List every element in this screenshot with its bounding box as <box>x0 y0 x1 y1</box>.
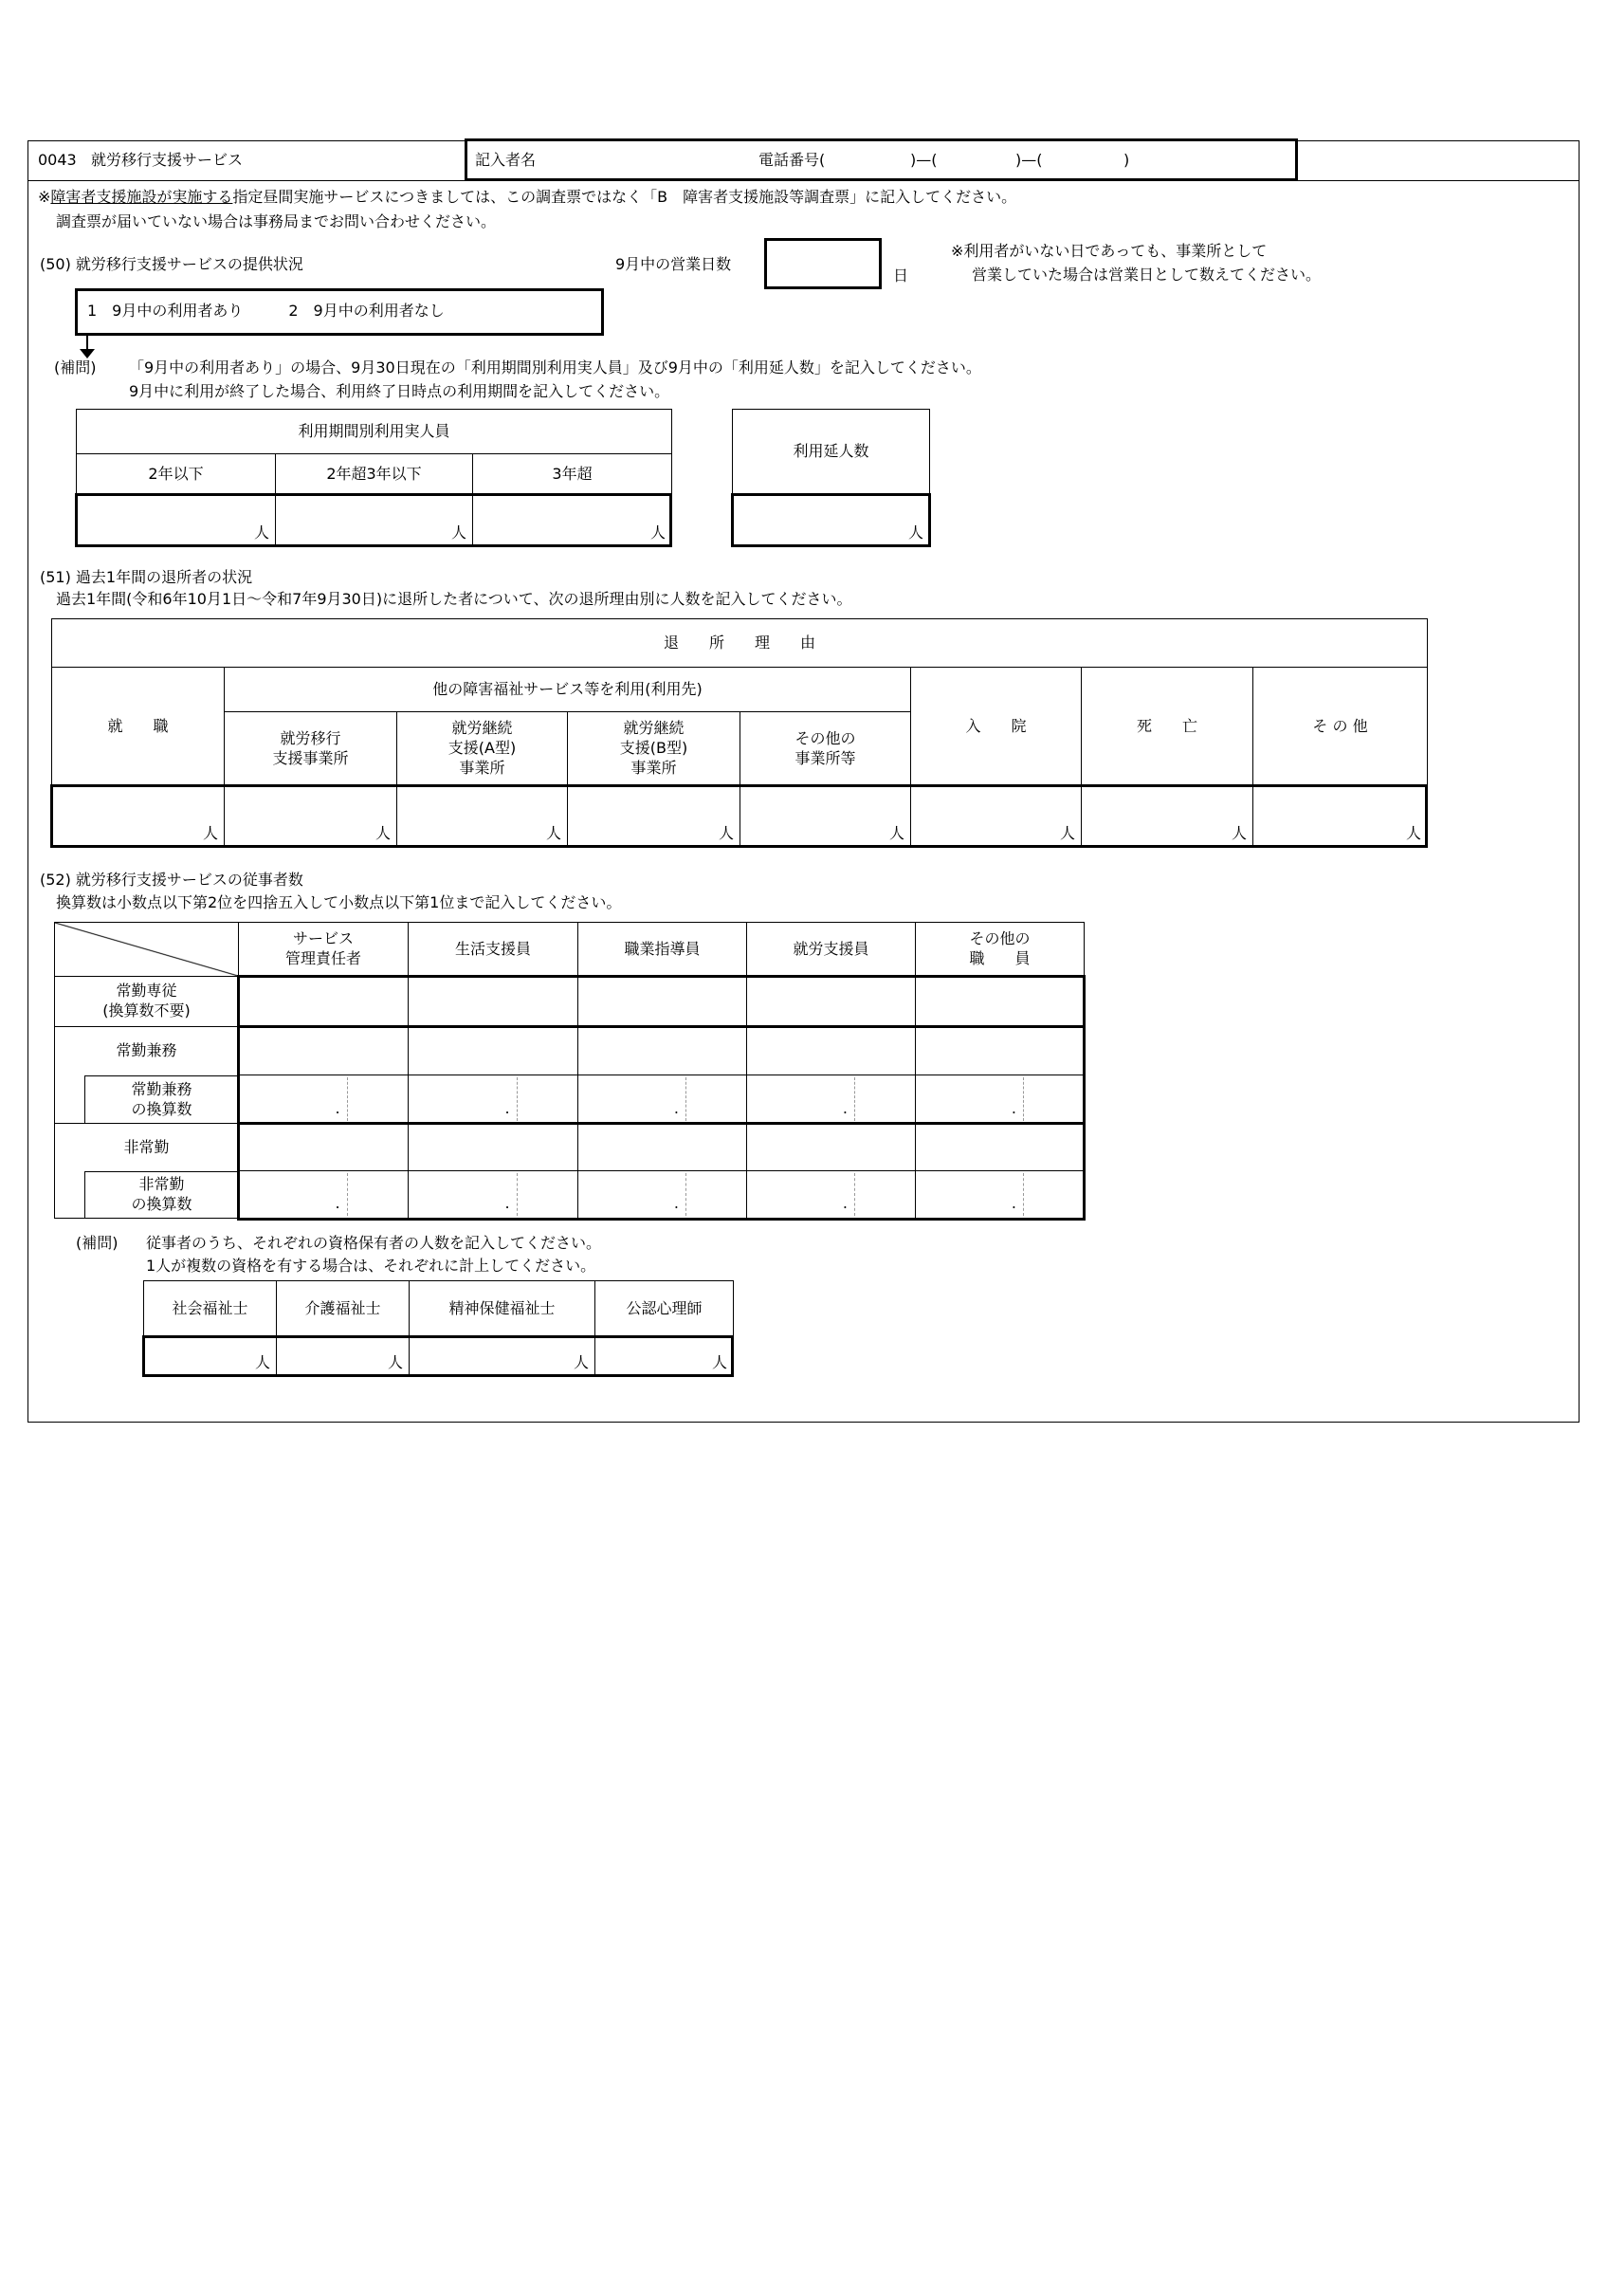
staff-input[interactable] <box>409 1124 578 1171</box>
unit-label: 人 <box>450 523 466 542</box>
staff-input[interactable] <box>409 977 578 1027</box>
staff-input[interactable] <box>747 977 916 1027</box>
staff-input[interactable] <box>916 1124 1085 1171</box>
reason-sub-1: 就労継続 支援(A型) 事業所 <box>397 712 568 786</box>
writer-name-label: 記入者名 <box>475 151 537 169</box>
staff-fte-input[interactable] <box>409 1171 578 1219</box>
discharge-input-type-a[interactable] <box>397 786 568 847</box>
decimal-point: . <box>504 1099 510 1118</box>
notice-underlined: 障害者支援施設が実施する <box>50 188 233 206</box>
staff-input[interactable] <box>239 977 409 1027</box>
staff-fte-input[interactable] <box>409 1075 578 1124</box>
survey-title: 就労移行支援サービス <box>91 151 244 169</box>
discharge-input-transition[interactable] <box>225 786 397 847</box>
decimal-point: . <box>1011 1099 1016 1118</box>
qualification-input-0[interactable] <box>144 1337 277 1376</box>
notice-line-2: 調査票が届いていない場合は事務局までお問い合わせください。 <box>56 212 497 230</box>
qualification-col-3: 公認心理師 <box>595 1281 734 1337</box>
user-status-choices[interactable]: 1 9月中の利用者あり 2 9月中の利用者なし <box>87 302 445 320</box>
unit-label: 人 <box>888 824 904 843</box>
row-fulltime-concurrent <box>55 1027 1085 1075</box>
phone-separator-1: )—( <box>910 151 938 169</box>
staff-fte-input[interactable] <box>239 1075 409 1124</box>
row-label-fulltime-dedicated: 常勤専従 (換算数不要) <box>55 977 239 1027</box>
staff-input[interactable] <box>239 1027 409 1075</box>
usage-period-table <box>76 409 672 546</box>
qualification-input-3[interactable] <box>595 1337 734 1376</box>
staff-input[interactable] <box>239 1124 409 1171</box>
discharge-input-type-b[interactable] <box>568 786 740 847</box>
discharge-input-hospital[interactable] <box>911 786 1082 847</box>
indent-spacer <box>55 1075 85 1124</box>
survey-code: 0043 <box>38 151 77 169</box>
phone-number-input[interactable] <box>1049 144 1121 176</box>
staff-fte-input[interactable] <box>239 1171 409 1219</box>
staff-fte-input[interactable] <box>747 1171 916 1219</box>
decimal-point: . <box>842 1099 848 1118</box>
staff-col-1: 生活支援員 <box>409 923 578 977</box>
q50-sub-line-1: 「9月中の利用者あり」の場合、9月30日現在の「利用期間別利用実人員」及び9月中の「利用延人数」を記入してください。 <box>129 358 981 377</box>
unit-label: 人 <box>1406 824 1422 843</box>
period-col-0: 2年以下 <box>77 454 276 495</box>
business-days-input[interactable] <box>764 238 882 289</box>
discharge-input-employment[interactable] <box>52 786 225 847</box>
corner-diagonal <box>55 923 239 977</box>
usage-period-header: 利用期間別利用実人員 <box>77 410 672 454</box>
reason-sub-2: 就労継続 支援(B型) 事業所 <box>568 712 740 786</box>
row-label-parttime: 非常勤 <box>55 1124 239 1171</box>
staff-input[interactable] <box>747 1124 916 1171</box>
business-days-note-1: ※利用者がいない日であっても、事業所として <box>951 242 1268 260</box>
unit-label: 人 <box>545 824 561 843</box>
period-input-1[interactable] <box>276 495 473 546</box>
staff-input[interactable] <box>409 1027 578 1075</box>
q51-instruction: 過去1年間(令和6年10月1日～令和7年9月30日)に退所した者について、次の退所理由別に人数を記入してください。 <box>56 590 852 608</box>
business-days-note-2: 営業していた場合は営業日として数えてください。 <box>972 266 1322 284</box>
q52-title: (52) 就労移行支援サービスの従事者数 <box>40 871 303 889</box>
q50-sub-label: (補問) <box>54 358 97 377</box>
phone-area-input[interactable] <box>834 144 908 176</box>
discharge-input-other[interactable] <box>1253 786 1428 847</box>
qualification-col-0: 社会福祉士 <box>144 1281 277 1337</box>
phone-label: 電話番号( <box>758 151 826 169</box>
qualification-table <box>143 1280 734 1376</box>
staff-input[interactable] <box>916 1027 1085 1075</box>
phone-exchange-input[interactable] <box>943 144 1014 176</box>
decimal-point: . <box>673 1099 679 1118</box>
staff-fte-input[interactable] <box>578 1171 747 1219</box>
q51-title: (51) 過去1年間の退所者の状況 <box>40 568 253 586</box>
reason-employment: 就 職 <box>52 668 225 786</box>
decimal-point: . <box>1011 1194 1016 1213</box>
unit-label: 人 <box>254 1353 270 1372</box>
arrow-head-icon <box>80 349 95 358</box>
decimal-point: . <box>335 1099 340 1118</box>
discharge-reason-table <box>51 618 1428 847</box>
unit-label: 人 <box>253 523 269 542</box>
unit-label: 人 <box>907 523 923 542</box>
staff-input[interactable] <box>747 1027 916 1075</box>
staff-fte-input[interactable] <box>916 1171 1085 1219</box>
qualification-col-2: 精神保健福祉士 <box>410 1281 595 1337</box>
qualification-col-1: 介護福祉士 <box>277 1281 410 1337</box>
phone-end: ) <box>1123 151 1130 169</box>
notice-mark: ※ <box>38 188 51 206</box>
staff-fte-input[interactable] <box>916 1075 1085 1124</box>
reason-other: そ の 他 <box>1253 668 1428 786</box>
row-label-parttime-fte: 非常勤 の換算数 <box>85 1171 239 1219</box>
decimal-point: . <box>673 1194 679 1213</box>
row-label-fulltime-concurrent: 常勤兼務 <box>55 1027 239 1075</box>
discharge-input-other-office[interactable] <box>740 786 911 847</box>
total-usage-table <box>732 409 930 546</box>
staff-fte-input[interactable] <box>747 1075 916 1124</box>
staff-input[interactable] <box>578 977 747 1027</box>
reason-sub-3: その他の 事業所等 <box>740 712 911 786</box>
business-days-unit: 日 <box>893 266 909 285</box>
row-parttime-fte <box>55 1171 1085 1219</box>
reason-other-services: 他の障害福祉サービス等を利用(利用先) <box>225 668 911 712</box>
total-usage-input[interactable] <box>733 495 930 546</box>
unit-label: 人 <box>202 824 218 843</box>
notice-line-1 <box>38 190 1016 205</box>
q50-title: (50) 就労移行支援サービスの提供状況 <box>40 255 303 273</box>
unit-label: 人 <box>649 523 666 542</box>
period-col-2: 3年超 <box>473 454 672 495</box>
q52-instruction: 換算数は小数点以下第2位を四捨五入して小数点以下第1位まで記入してください。 <box>56 893 622 911</box>
writer-name-input[interactable] <box>550 144 740 176</box>
unit-label: 人 <box>387 1353 403 1372</box>
reason-sub-0: 就労移行 支援事業所 <box>225 712 397 786</box>
staff-input[interactable] <box>578 1027 747 1075</box>
staff-col-2: 職業指導員 <box>578 923 747 977</box>
period-col-1: 2年超3年以下 <box>276 454 473 495</box>
q52-sub-label: (補問) <box>76 1234 119 1252</box>
decimal-point: . <box>335 1194 340 1213</box>
discharge-reason-header: 退 所 理 由 <box>52 619 1428 668</box>
qualification-input-1[interactable] <box>277 1337 410 1376</box>
staff-input[interactable] <box>916 977 1085 1027</box>
unit-label: 人 <box>1231 824 1247 843</box>
notice-text: 指定昼間実施サービスにつきましては、この調査票ではなく「B 障害者支援施設等調査票」に記入してください。 <box>232 188 1017 206</box>
staff-input[interactable] <box>578 1124 747 1171</box>
period-input-0[interactable] <box>77 495 276 546</box>
unit-label: 人 <box>1059 824 1075 843</box>
total-usage-header: 利用延人数 <box>733 410 930 495</box>
decimal-point: . <box>504 1194 510 1213</box>
staff-col-4: その他の 職 員 <box>916 923 1085 977</box>
decimal-point: . <box>842 1194 848 1213</box>
row-label-fulltime-concurrent-fte: 常勤兼務 の換算数 <box>85 1075 239 1124</box>
staff-col-0: サービス 管理責任者 <box>239 923 409 977</box>
unit-label: 人 <box>374 824 391 843</box>
row-fulltime-dedicated <box>55 977 1085 1027</box>
staff-count-table <box>54 922 1085 1219</box>
reason-death: 死 亡 <box>1082 668 1253 786</box>
phone-separator-2: )—( <box>1015 151 1043 169</box>
row-fulltime-concurrent-fte <box>55 1075 1085 1124</box>
reason-hospital: 入 院 <box>911 668 1082 786</box>
qualification-input-2[interactable] <box>410 1337 595 1376</box>
q52-sub-line-1: 従事者のうち、それぞれの資格保有者の人数を記入してください。 <box>146 1234 602 1252</box>
unit-label: 人 <box>711 1353 727 1372</box>
discharge-input-death[interactable] <box>1082 786 1253 847</box>
q50-sub-line-2: 9月中に利用が終了した場合、利用終了日時点の利用期間を記入してください。 <box>129 382 670 400</box>
business-days-label: 9月中の営業日数 <box>615 255 732 273</box>
indent-spacer <box>55 1171 85 1219</box>
unit-label: 人 <box>573 1353 589 1372</box>
q52-sub-line-2: 1人が複数の資格を有する場合は、それぞれに計上してください。 <box>146 1257 596 1275</box>
staff-fte-input[interactable] <box>578 1075 747 1124</box>
period-input-2[interactable] <box>473 495 672 546</box>
staff-col-3: 就労支援員 <box>747 923 916 977</box>
unit-label: 人 <box>718 824 734 843</box>
row-parttime <box>55 1124 1085 1171</box>
